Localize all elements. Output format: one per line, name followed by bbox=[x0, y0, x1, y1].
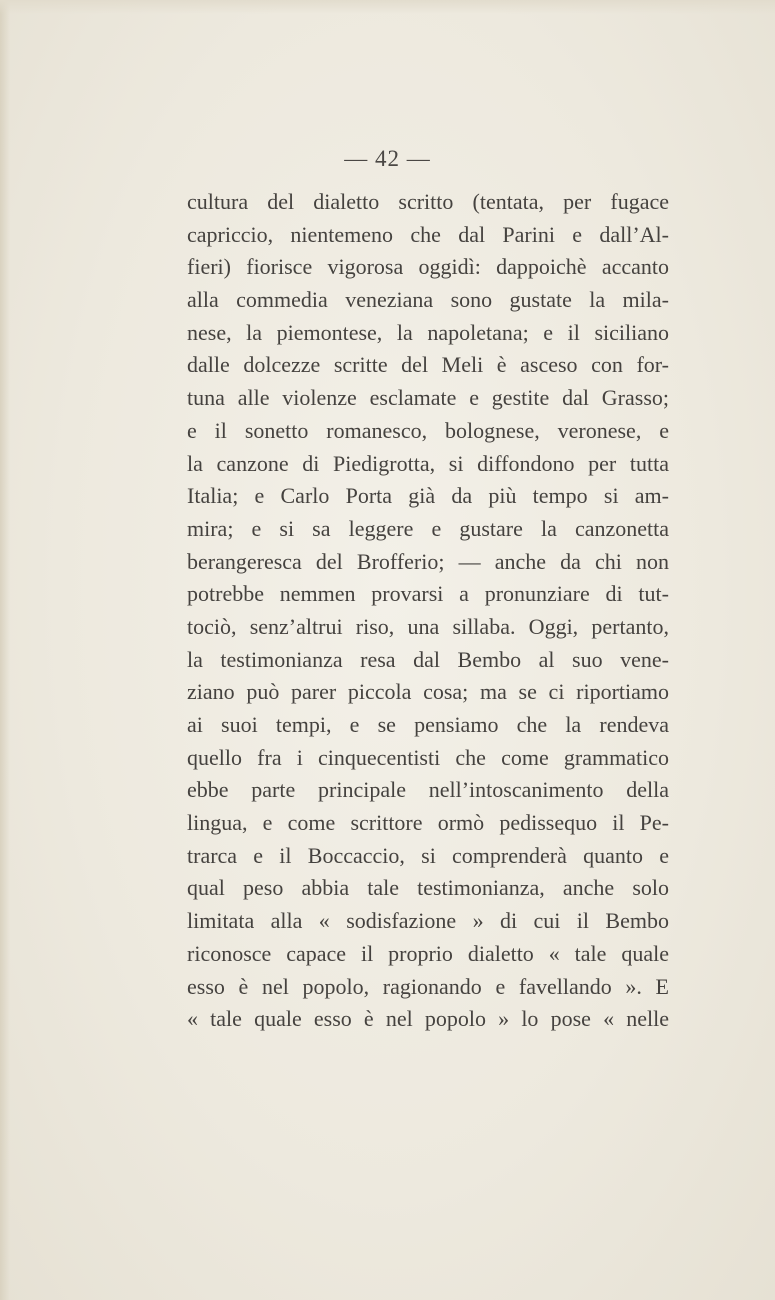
page-top-edge-shadow bbox=[0, 0, 775, 14]
text-line: tuna alle violenze esclamate e gestite dal Grasso; bbox=[187, 385, 669, 411]
text-line: mira; e si sa leggere e gustare la canzonetta bbox=[187, 515, 669, 541]
body-text bbox=[187, 186, 669, 1036]
text-line: esso è nel popolo, ragionando e favellando ». E bbox=[187, 973, 669, 999]
page-number: — 42 — bbox=[344, 146, 431, 171]
text-line: fieri) fiorisce vigorosa oggidì: dappoichè accanto bbox=[187, 254, 669, 280]
text-line: lingua, e come scrittore ormò pedissequo il Pe- bbox=[187, 810, 669, 836]
text-line: berangeresca del Brofferio; — anche da chi non bbox=[187, 548, 669, 574]
text-line: ebbe parte principale nell’intoscanimento della bbox=[187, 777, 669, 803]
text-line: potrebbe nemmen provarsi a pronunziare di tut- bbox=[187, 581, 669, 607]
text-line: trarca e il Boccaccio, si comprenderà quanto e bbox=[187, 842, 669, 868]
text-line: limitata alla « sodisfazione » di cui il Bembo bbox=[187, 908, 669, 934]
text-line: la testimonianza resa dal Bembo al suo vene- bbox=[187, 646, 669, 672]
text-line: capriccio, nientemeno che dal Parini e dall’Al- bbox=[187, 221, 669, 247]
text-line: qual peso abbia tale testimonianza, anche solo bbox=[187, 875, 669, 901]
text-line: tociò, senz’altrui riso, una sillaba. Oggi, pertanto, bbox=[187, 613, 669, 639]
text-line: quello fra i cinquecentisti che come grammatico bbox=[187, 744, 669, 770]
text-line: ai suoi tempi, e se pensiamo che la rendeva bbox=[187, 712, 669, 737]
text-line: Italia; e Carlo Porta già da più tempo si am- bbox=[187, 483, 669, 509]
text-line: riconosce capace il proprio dialetto « tale quale bbox=[187, 940, 669, 966]
text-line: la canzone di Piedigrotta, si diffondono per tutta bbox=[187, 450, 669, 476]
page-left-edge-shadow bbox=[0, 0, 10, 1300]
text-line: e il sonetto romanesco, bolognese, veronese, e bbox=[187, 417, 669, 443]
text-line: alla commedia veneziana sono gustate la mila- bbox=[187, 287, 669, 313]
text-line: dalle dolcezze scritte del Meli è asceso con for- bbox=[187, 352, 669, 378]
text-line: ziano può parer piccola cosa; ma se ci riportiamo bbox=[187, 679, 669, 705]
text-line: « tale quale esso è nel popolo » lo pose « nelle bbox=[187, 1006, 669, 1032]
text-line: nese, la piemontese, la napoletana; e il siciliano bbox=[187, 319, 669, 345]
text-line: cultura del dialetto scritto (tentata, per fugace bbox=[187, 189, 669, 214]
